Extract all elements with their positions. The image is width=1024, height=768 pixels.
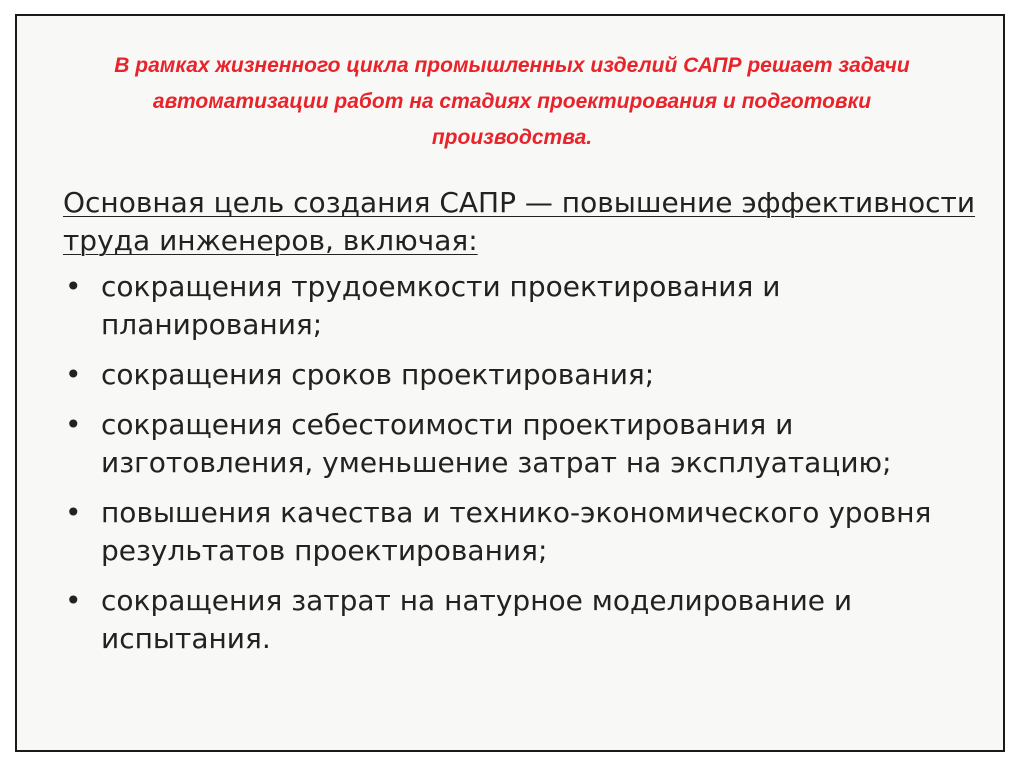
list-item bbox=[57, 582, 987, 658]
bullet-text: сокращения себестоимости проектирования и изготовления, уменьшение затрат на эксплуатацию; bbox=[101, 408, 892, 479]
slide-frame bbox=[15, 14, 1005, 752]
bullet-icon: • bbox=[65, 496, 82, 529]
bullet-list bbox=[57, 268, 987, 670]
bullet-text: сокращения трудоемкости проектирования и планирования; bbox=[101, 270, 781, 341]
list-item bbox=[57, 356, 987, 394]
bullet-text: повышения качества и технико-экономического уровня результатов проектирования; bbox=[101, 496, 932, 567]
list-item bbox=[57, 494, 987, 570]
slide-headline: В рамках жизненного цикла промышленных изделий САПР решает задачи автоматизации работ на стадиях проектирования и подготовки производства. bbox=[114, 54, 910, 149]
intro-paragraph: Основная цель создания САПР — повышение эффективности труда инженеров, включая: bbox=[63, 186, 976, 257]
bullet-text: сокращения сроков проектирования; bbox=[101, 358, 655, 391]
bullet-text: сокращения затрат на натурное моделирование и испытания. bbox=[101, 584, 853, 655]
list-item bbox=[57, 268, 987, 344]
bullet-icon: • bbox=[65, 408, 82, 441]
bullet-icon: • bbox=[65, 270, 82, 303]
bullet-icon: • bbox=[65, 358, 82, 391]
list-item bbox=[57, 406, 987, 482]
bullet-icon: • bbox=[65, 584, 82, 617]
